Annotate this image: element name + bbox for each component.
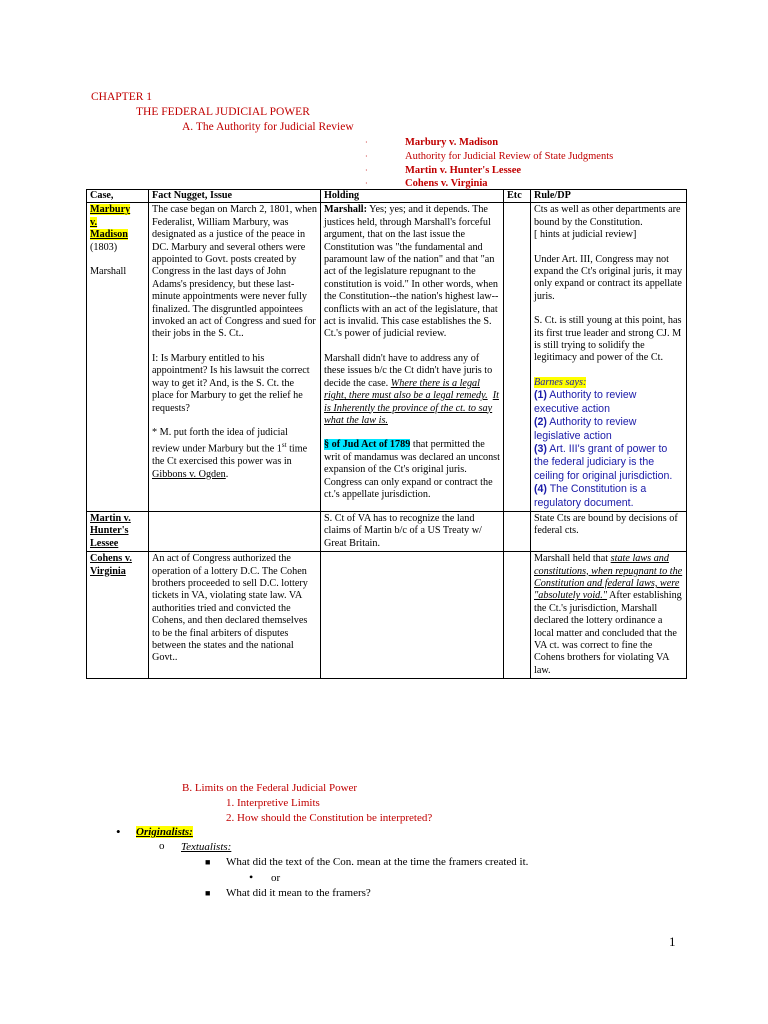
header-etc: Etc — [504, 190, 531, 203]
barnes-list — [534, 389, 683, 510]
table-row-martin — [87, 511, 687, 551]
case-cell-marbury: Marbury v. Madison (1803) Marshall — [87, 203, 149, 512]
facts-cell-martin — [149, 511, 321, 551]
textualists-heading: Textualists: — [181, 841, 232, 853]
etc-cell-cohens — [504, 552, 531, 679]
holding-cell-martin: S. Ct of VA has to recognize the land claims of Martin b/c of a US Treaty w/ Great Britain. — [321, 511, 504, 551]
facts-cell-marbury: The case began on March 2, 1801, when Federalist, William Marbury, was designated as a justice of the peace in DC. Marbury and several others were appointed to Govt. posts created by Congress in the last days of John Adams's presidency, but these last-minute appointments were never fully finalized. The disgruntled appointees invoked an act of Congress and sued for their jobs in the S. Ct.. I: Is Marbury entitled to his appointment? Is his lawsuit the correct way to get it? And, is the S. Ct. the place for Marbury to get the relief he requests? * M. put forth the idea of judicial review under Marbury but the 1st time the Ct exercised this power was in Gibbons v. Ogden. — [149, 203, 321, 512]
question-2: What did it mean to the framers? — [226, 887, 371, 899]
circle-bullet-icon: o — [159, 840, 165, 852]
barnes-label: Barnes says: — [534, 376, 587, 388]
case-brief-table — [86, 189, 687, 679]
bullet-icon: • — [249, 870, 254, 884]
section-a-heading: A. The Authority for Judicial Review — [182, 121, 354, 133]
originalists-heading: Originalists: — [136, 826, 193, 838]
list-item: (1) Authority to review executive action — [534, 389, 637, 415]
square-bullet-icon: ■ — [205, 857, 211, 867]
question-1: What did the text of the Con. mean at the time the framers created it. — [226, 856, 529, 868]
table-row-cohens — [87, 552, 687, 679]
table-header-row — [87, 190, 687, 203]
case-justice: Marshall — [90, 266, 127, 278]
header-rule: Rule/DP — [531, 190, 687, 203]
bullet-icon: · — [365, 166, 368, 175]
rule-cell-marbury: Cts as well as other departments are bound by the Constitution. [ hints at judicial review] Under Art. III, Congress may not expand the Ct's original juris, it may only expand or contract its appellate juris. S. Ct. is still young at this point, has its first true leader and strong CJ. M is still trying to solidify the legitimacy and power of the Ct. Barnes says: (1) Authority to review executive action (2) Authority to review legislative action (3) Art. III's grant of power to the federal judiciary is the ceiling for original jurisdiction. (4) The Constitution is a regulatory document. — [531, 203, 687, 512]
list-item: (2) Authority to review legislative action — [534, 416, 637, 442]
facts-cell-cohens: An act of Congress authorized the operation of a lottery D.C. The Cohen brothers proceeded to sell D.C. lottery tickets in VA, violating state law. VA authorities tried and convicted the Cohens, and then declared themselves to be the final arbiters of disputes between the states and the national Govt.. — [149, 552, 321, 679]
chapter-label: CHAPTER 1 — [91, 91, 153, 103]
header-holding: Holding — [321, 190, 504, 203]
outline-item-2: 2. How should the Constitution be interpreted? — [226, 812, 433, 824]
section-b-heading: B. Limits on the Federal Judicial Power — [182, 782, 358, 794]
or-text: or — [271, 872, 281, 884]
bullet-icon: · — [365, 138, 368, 147]
case-cell-martin: Martin v. Hunter's Lessee — [87, 511, 149, 551]
holding-cell-cohens — [321, 552, 504, 679]
bullet-icon: · — [365, 179, 368, 188]
header-facts: Fact Nugget, Issue — [149, 190, 321, 203]
etc-cell-marbury — [504, 203, 531, 512]
page-number: 1 — [669, 934, 676, 949]
case-year: (1803) — [90, 241, 118, 253]
bullet-icon: · — [365, 152, 368, 161]
rule-cell-cohens: Marshall held that state laws and constitutions, when repugnant to the Constitution and federal laws, were "absolutely void." After establishing the Ct.'s jurisdiction, Marshall declared the lottery ordinance a local matter and concluded that the VA ct. was correct to fine the Cohens brothers for violating VA law. — [531, 552, 687, 679]
table-row-marbury — [87, 203, 687, 512]
list-item: (3) Art. III's grant of power to the federal judiciary is the ceiling for original jurisdiction. — [534, 442, 673, 482]
holding-cell-marbury: Marshall: Yes; yes; and it depends. The justices held, through Marshall's forceful argument, that on the last issue the Constitution was "the fundamental and paramount law of the nation" and that "an act of the legislature repugnant to the constitution is void." In other words, when the Constitution--the nation's highest law--conflicts with an act of the legislature, that act is invalid. This case establishes the S. Ct.'s power of judicial review. Marshall didn't have to address any of these issues b/c the Ct didn't have juris to decide the case. Where there is a legal right, there must also be a legal remedy. It is Inherently the province of the ct. to say what the law is. § of Jud Act of 1789 that permitted the writ of mandamus was declared an unconst expansion of the Ct's original juris. Congress can only expand or contract the ct.'s appellate jurisdiction. — [321, 203, 504, 512]
bullet-icon: • — [116, 824, 121, 839]
case-cell-cohens: Cohens v. Virginia — [87, 552, 149, 679]
rule-cell-martin: State Cts are bound by decisions of federal cts. — [531, 511, 687, 551]
outline-item-1: 1. Interpretive Limits — [226, 797, 320, 809]
etc-cell-martin — [504, 511, 531, 551]
list-item: (4) The Constitution is a regulatory document. — [534, 483, 647, 509]
header-case: Case, — [87, 190, 149, 203]
chapter-title: THE FEDERAL JUDICIAL POWER — [136, 106, 310, 118]
square-bullet-icon: ■ — [205, 888, 211, 898]
